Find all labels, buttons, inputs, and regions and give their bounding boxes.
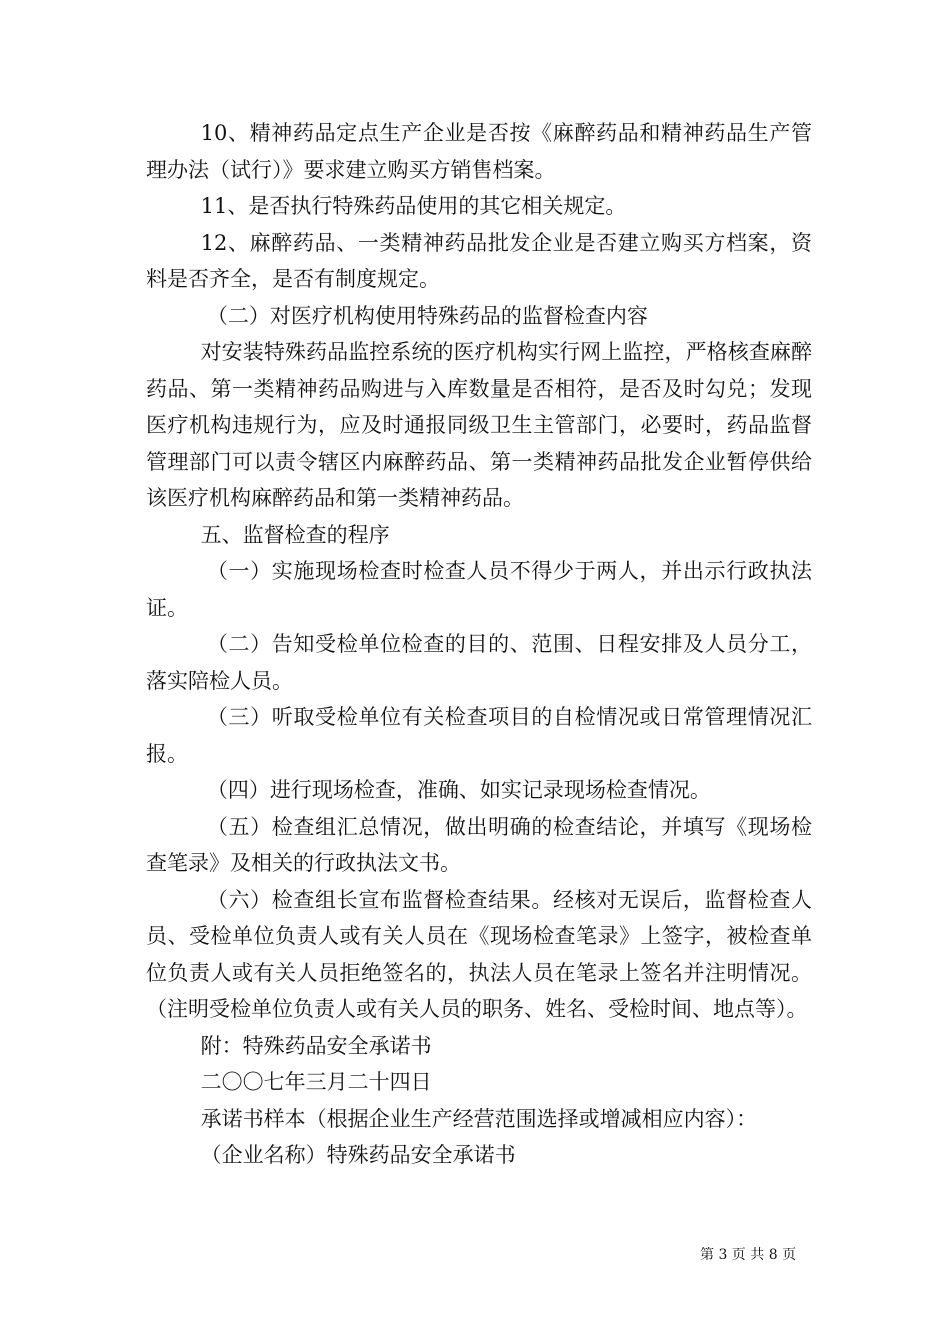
page-number-footer: 第 3 页 共 8 页 [700, 1247, 797, 1263]
paragraph-item-10: 10、精神药品定点生产企业是否按《麻醉药品和精神药品生产管理办法（试行）》要求建立购买方销售档案。 [146, 121, 812, 182]
procedure-step-4: （四）进行现场检查，准确、如实记录现场检查情况。 [206, 778, 711, 802]
commitment-title-line: （企业名称）特殊药品安全承诺书 [200, 1143, 516, 1167]
date-line: 二〇〇七年三月二十四日 [200, 1070, 432, 1094]
procedure-step-1: （一）实施现场检查时检查人员不得少于两人，并出示行政执法证。 [146, 559, 812, 620]
attachment-line: 附：特殊药品安全承诺书 [200, 1033, 432, 1058]
document-body [146, 115, 812, 1174]
paragraph-item-12: 12、麻醉药品、一类精神药品批发企业是否建立购买方档案，资料是否齐全，是否有制度规定。 [146, 230, 812, 291]
procedure-step-6: （六）检查组长宣布监督检查结果。经核对无误后，监督检查人员、受检单位负责人或有关人员在《现场检查笔录》上签字，被检查单位负责人或有关人员拒绝签名的，执法人员在笔录上签名并注明情况。（注明受检单位负责人或有关人员的职务、姓名、受检时间、地点等）。 [146, 887, 812, 1021]
procedure-step-3: （三）听取受检单位有关检查项目的自检情况或日常管理情况汇报。 [146, 705, 812, 766]
sample-intro-line: 承诺书样本（根据企业生产经营范围选择或增减相应内容）： [200, 1106, 758, 1131]
section-heading-inspection-procedure: 五、监督检查的程序 [200, 522, 390, 547]
paragraph-item-11: 11、是否执行特殊药品使用的其它相关规定。 [200, 194, 627, 218]
paragraph-online-monitoring: 对安装特殊药品监控系统的医疗机构实行网上监控，严格核查麻醉药品、第一类精神药品购进与入库数量是否相符，是否及时勾兑；发现医疗机构违规行为，应及时通报同级卫生主管部门，必要时，药品监督管理部门可以责令辖区内麻醉药品、第一类精神药品批发企业暂停供给该医疗机构麻醉药品和第一类精神药品。 [146, 340, 812, 510]
section-heading-medical-institutions: （二）对医疗机构使用特殊药品的监督检查内容 [206, 303, 648, 328]
procedure-step-2: （二）告知受检单位检查的目的、范围、日程安排及人员分工，落实陪检人员。 [146, 632, 812, 693]
procedure-step-5: （五）检查组汇总情况，做出明确的检查结论，并填写《现场检查笔录》及相关的行政执法文书。 [146, 814, 812, 875]
